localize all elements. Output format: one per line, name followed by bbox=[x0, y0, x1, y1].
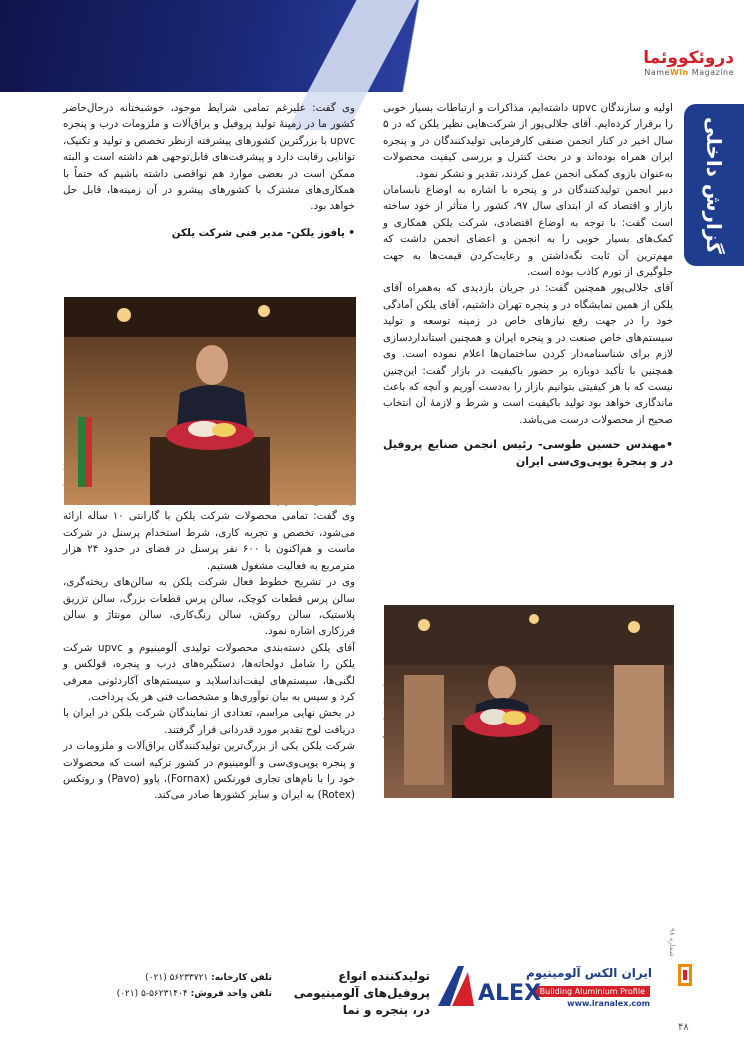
speaker-photo-yalkin bbox=[64, 297, 356, 505]
issue-label: شماره ۹۸ bbox=[668, 928, 676, 957]
alex-logo-icon bbox=[434, 962, 542, 1010]
photo-illustration bbox=[384, 605, 674, 798]
section-heading: •مهندس حسین طوسی- رئیس انجمن صنایع پروفیل در و پنجرهٔ یوپی‌وی‌سی ایران bbox=[383, 438, 673, 469]
ad-brand-persian: ایران الکس آلومینیوم bbox=[526, 966, 652, 980]
paragraph: وی گفت: تمامی محصولات شرکت یلکن با گارانتی ۱۰ ساله ارائه می‌شود، تخصص و تجربه کاری، شرط استخدام پرسنل در شرکت ماست و هم‌اکنون با ۶۰۰ نفر پرسنل در فضای در حدود ۲۴ هزار مترمربع به فعالیت مشغول هستیم. bbox=[63, 510, 355, 572]
sales-phone: ۵۶۲۳۱۴۰۴-۵ (۰۲۱) bbox=[116, 989, 188, 999]
advertisement bbox=[78, 962, 664, 1017]
paragraph: آقای یلکن دسته‌بندی محصولات تولیدی آلومینیوم و upvc شرکت یلکن را شامل دولحاته‌ها، دستگیره‌های درب و پنجره، قولکس و لگنی‌ها، سیستم‌های لیفت‌اند‌اسلاید و سیستم‌های آکاردئونی معرفی کرد و سپس به بیان نوآوری‌ها و مشخصات فنی هر یک پرداخت. bbox=[63, 641, 355, 703]
paragraph: شرکت یلکن یکی از بزرگ‌ترین تولیدکنندگان یراق‌آلات و ملزومات در و پنجره یوپی‌وی‌سی و آلومینیوم در کشور ترکیه است که محصولات خود را با نام‌های تجاری فورنکس (Fornax)، پاوو (Pavo) و روتکس (Rotex) به ایران و سایر کشورها صادر می‌کند. bbox=[63, 740, 355, 802]
ad-contact bbox=[78, 970, 272, 1002]
paragraph: وی گفت: علیرغم تمامی شرایط موجود، خوشبختانه درحال‌حاضر کشور ما در زمینهٔ تولید پروفیل و یراق‌آلات و ملزومات درب و پنجره upvc با بزرگترین کشورهای پیشرفته ازنظر تخصص و تولید و تکنیک، توانایی رقابت دارد و پیشرفت‌های قابل‌توجهی هم داشته است و البته ممکن است در بعضی موارد هم نواقصی داشته باشیم که حتماً با همکاری‌های مشترک با کشورهای پیشرو در آن زمینه‌ها، قابل حل خواهد بود. bbox=[63, 102, 355, 213]
speaker-photo-tousi bbox=[384, 605, 674, 798]
logo-title: دروئكووئما bbox=[643, 48, 734, 68]
paragraph: دبیر انجمن تولیدکنندگان در و پنجره با اشاره به اوضاع نابسامان بازار و اقتصاد که از ابتدای سال ۹۷، کشور را متأثر از خود ساخته است گفت: با توجه به اوضاع اقتصادی، شرکت یلکن همکاری و کمک‌های بسیار خوبی را به انجمن و اعضای انجمن داشت که مهم‌ترین آن ثابت نگه‌داشتن و رعایت‌کردن قیمت‌ها به جهت جلوگیری از تورم کاذب بوده است. bbox=[383, 184, 673, 279]
ad-tagline: تولیدکننده انواع پروفیل‌های آلومینیومی در، پنجره و نما bbox=[293, 969, 430, 1017]
top-banner bbox=[0, 0, 744, 92]
paragraph: وی در تشریح خطوط فعال شرکت یلکن به سالن‌های ریخته‌گری، سالن پرس قطعات کوچک، سالن پرس قطعات بزرگ، سالن تزریق پلاستیک، سالن روکش، سالن رنگ‌کاری، سالن مونتاژ و سالن فرزکاری اشاره نمود. bbox=[63, 576, 355, 638]
section-tab bbox=[684, 104, 744, 266]
photo-illustration bbox=[64, 297, 356, 505]
ad-website: www.iranalex.com bbox=[567, 999, 650, 1008]
ad-brand-english: Building Aluminium Profile bbox=[535, 986, 650, 997]
paragraph: در بخش نهایی مراسم، تعدادی از نمایندگان شرکت یلکن در ایران با دریافت لوح تقدیر مورد قدردانی قرار گرفتند. bbox=[63, 707, 355, 736]
page-number: ۴۸ bbox=[678, 1022, 689, 1033]
ad-logo-text: ALEX bbox=[478, 981, 542, 1006]
magazine-logo bbox=[566, 48, 734, 82]
section-heading: • یافوز یلکن- مدیر فنی شرکت یلکن bbox=[171, 226, 355, 239]
paragraph: اولیه و سازندگان upvc داشته‌ایم، مذاکرات و ارتباطات بسیار خوبی را برقرار کرده‌ایم. آقای جلالی‌پور از شرکت‌هایی نظیر یلکن که در ۵ سال اخیر در کنار انجمن صنفی کارفرمایی تولیدکنندگان در و پنجره ایران همراه بوده‌اند و در بحث کنترل و بررسی کیفیت محصولات به‌عنوان بازوی کمکی انجمن عمل کردند، تقدیر و تشکر نمود. bbox=[383, 102, 673, 180]
section-tab-label: گزارش داخلی bbox=[702, 116, 726, 254]
factory-phone: ۵۶۲۳۳۷۲۱ (۰۲۱) bbox=[145, 973, 209, 983]
paragraph: آقای جلالی‌پور همچنین گفت: در جریان بازدیدی که به‌همراه آقای یلکن از همین نمایشگاه در و پنجره تهران داشتیم، آقای یلکن آمادگی خود را در جهت رفع نیازهای خاص در زمینه توسعه و تولید سیستم‌های خاص صنعت در و پنجره ایران و همچنین استانداردسازی لازم برای شناسنامه‌دار کردن ساختمان‌ها اعلام نموده است. وی همچنین با تأکید دوباره بر حضور باکیفیت در بازار گفت: این‌چنین نیست که با هر کیفیتی بتوانیم بازار را به‌دست آوریم و آنچه که باعث ماندگاری خواهد بود تولید باکیفیت است و شرط و لازمهٔ آن انتخاب صحیح از محصولات درست می‌باشد. bbox=[383, 282, 673, 426]
sales-phone-label: تلفن واحد فروش: bbox=[190, 989, 272, 999]
logo-subtitle: NameWin Magazine bbox=[644, 68, 734, 77]
factory-phone-label: تلفن کارخانه: bbox=[211, 973, 272, 983]
page-marker-icon bbox=[676, 962, 694, 988]
